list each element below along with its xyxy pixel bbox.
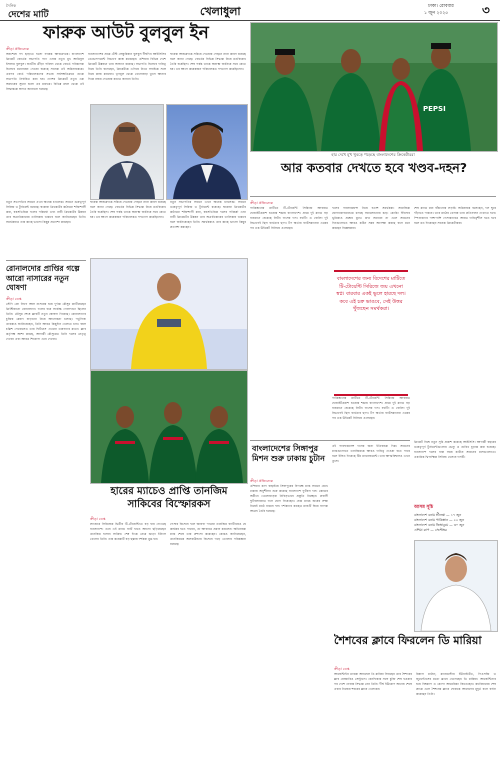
lead-col3: ফারুক আহমেদকে সরিয়ে দেওয়ার পেছনে নানা কারণ রয়েছে বলে জানা গেছে। বোর্ডের বিভিন্ন সিদ্ধান্ত নিয়ে মতবিরোধ তৈরি হয়েছিল। শেষ পর্যন্ত তাকে অনাস্থা জানিয়ে সরে যেতে হয়। এর আগে কয়েকজন পরিচালকও পদত্যাগ করেছিলেন। [170,52,246,71]
di-maria-headline: শৈশবের ক্লাবে ফিরলেন ডি মারিয়া [334,634,482,647]
tanzim-headline: হারের ম্যাচেও প্রাপ্তি তানজিম সাকিবের বিস্ফোরকস [110,486,228,510]
right-story-col2: দলের পারফরম্যান্স নিয়ে হতাশ সমর্থকরা। সামাজিক যোগাযোগমাধ্যমে চলছে সমালোচনার ঝড়। কোচিং স্টাফের ভূমিকাও প্রশ্নের মুখে। দ্রুত সমাধান না এলে সামনের দিনগুলোতে আরও কঠিন সময় অপেক্ষা করছে বলে মনে করছেন বিশ্লেষকরা। [332,206,410,230]
bulbul-photo [166,104,248,200]
page-number: ৩ [482,3,490,17]
person-portrait-icon [167,105,247,199]
date-line: ঢাকা। রোববার [428,4,454,9]
section-title: খেলাধুলা [200,5,241,18]
footballer-photo-icon [91,259,247,369]
cricket-players-icon [251,23,497,151]
tanzim-col3: এই পারফরম্যান্স দলের জন্য ইতিবাচক দিক। সামনের ম্যাচগুলোতে তানজিমকে আরও দায়িত্ব দেওয়া হতে পারে বলে ইঙ্গিত দিয়েছে টিম ম্যানেজমেন্ট। তার আত্মবিশ্বাসও এখন তুঙ্গে। [332,444,410,463]
schedule-item: এশিয়া কাপ — সেপ্টেম্বর [414,528,447,532]
lead-col1b: নতুন সভাপতির সামনে এখন অনেক চ্যালেঞ্জ। সামনে গুরুত্বপূর্ণ সিরিজ ও টুর্নামেন্ট রয়েছে। ঘরোয়া ক্রিকেটের কাঠামো শক্তিশালী করা, বয়সভিত্তিক দলের পরিচর্যা এবং নারী ক্রিকেটের উন্নয়ন তার অগ্রাধিকারের তালিকায় থাকবে বলে জানিয়েছেন তিনি। সমর্থকরাও তার কাছে ভালো কিছুর প্রত্যাশা করছেন। [6,200,86,224]
schedule-item: বাংলাদেশ বনাম জিম্বাবুয়ে — ৩০ জুন [414,523,465,527]
date-line-2: ১ জুন ২০২৫ [424,11,449,16]
lead-col2b: ফারুক আহমেদকে সরিয়ে দেওয়ার পেছনে নানা কারণ রয়েছে বলে জানা গেছে। বোর্ডের বিভিন্ন সিদ্ধান্ত নিয়ে মতবিরোধ তৈরি হয়েছিল। শেষ পর্যন্ত তাকে অনাস্থা জানিয়ে সরে যেতে হয়। এর আগে কয়েকজন পরিচালকও পদত্যাগ করেছিলেন। [90,200,166,219]
paper-name-small: দৈনিক [6,3,17,8]
farooq-photo [90,104,164,200]
right-story-col2b: পাকিস্তানের মাটিতে টি-টোয়েন্টি সিরিজে আবারও হোয়াইটওয়াশ হওয়ার শঙ্কায় বাংলাদেশ। প্রথম দুই ম্যাচে বড় ব্যবধানে হেরেছে লিটন দাসের দল। ব্যাটিং ও বোলিং দুই বিভাগেই ছিল ব্যর্থতার ছাপ। টপ অর্ডার ব্যাটসম্যানরা একের পর এক উইকেট বিলিয়ে এসেছেন। [332,396,410,420]
di-maria-byline: ক্রীড়া ডেস্ক [334,667,350,671]
lead-col3b: নতুন সভাপতির সামনে এখন অনেক চ্যালেঞ্জ। সামনে গুরুত্বপূর্ণ সিরিজ ও টুর্নামেন্ট রয়েছে। ঘরোয়া ক্রিকেটের কাঠামো শক্তিশালী করা, বয়সভিত্তিক দলের পরিচর্যা এবং নারী ক্রিকেটের উন্নয়ন তার অগ্রাধিকারের তালিকায় থাকবে বলে জানিয়েছেন তিনি। সমর্থকরাও তার কাছে ভালো কিছুর প্রত্যাশা করছেন। [170,200,246,229]
lead-col2: বাংলাদেশের প্রথম টেস্ট সেঞ্চুরিয়ান বুলবুল দীর্ঘদিন আইসিসির ডেভেলপমেন্ট বিভাগে কাজ করেছেন। এশিয়ার বিভিন্ন দেশে ক্রিকেট উন্নয়নে তার অবদান রয়েছে। সভাপতি হিসেবে দায়িত্ব নিয়ে তিনি বলেছেন, ক্রিকেটকে এগিয়ে নিতে সবাইকে সঙ্গে নিয়ে কাজ করবেন। তৃণমূল থেকে খেলোয়াড় তুলে আনার দিকে নজর দেওয়ার কথাও জানান তিনি। [88,52,166,81]
jersey-sponsor: PEPSI [423,105,446,113]
right-story-col1: পাকিস্তানের মাটিতে টি-টোয়েন্টি সিরিজে আবারও হোয়াইটওয়াশ হওয়ার শঙ্কায় বাংলাদেশ। প্রথম দুই ম্যাচে বড় ব্যবধানে হেরেছে লিটন দাসের দল। ব্যাটিং ও বোলিং দুই বিভাগেই ছিল ব্যর্থতার ছাপ। টপ অর্ডার ব্যাটসম্যানরা একের পর এক উইকেট বিলিয়ে এসেছেন। [250,206,328,230]
schedule-title: আসন্ন সূচি [414,505,434,510]
divider [250,196,496,197]
lead-col1: অবশেষে পদ ছাড়তে হলো ফারুক আহমেদকে। বাংলাদেশ ক্রিকেট বোর্ডের সভাপতি পদে এবার নতুন মুখ আমিনুল ইসলাম বুলবুল। জাতীয় ক্রীড়া পরিষদ থেকে বোর্ডে পরিচালক হিসেবে মনোনয়ন দেওয়া হয়েছে সাবেক এই অধিনায়ককে। এরপর বোর্ড পরিচালকদের সভায় সর্বসম্মতিক্রমে তাকে সভাপতি নির্বাচিত করা হয়। দেশের ক্রিকেটে নতুন এক অধ্যায়ের সূচনা হলো এর মাধ্যমে। বিভিন্ন মহল থেকে এই সিদ্ধান্তকে স্বাগত জানানো হয়েছে। [6,52,84,91]
nasser-body: সৌদি প্রো লিগে আল নাসরের হয়ে দুর্দান্ত মৌসুম কাটিয়েছেন ক্রিস্টিয়ানো রোনালদো। দলের হয়ে সর্বোচ্চ গোলদাতা ছিলেন তিনি। মৌসুম শেষে ক্লাবটি নতুন ঘোষণা দিয়েছে। রোনালদোর চুক্তির মেয়াদ বাড়ানো নিয়ে আলোচনা চলছে। পর্তুগিজ তারকাও জানিয়েছেন, তিনি আরও কিছুদিন খেলতে চান। বয়স চল্লিশ পেরোলেও তার ফিটনেস এখনো তরুণদের মতো। ক্লাব কর্তৃপক্ষ আশা করছে, আগামী মৌসুমেও তিনি দলের নেতৃত্ব দেবেন এবং আরও শিরোপা এনে দেবেন। [6,302,86,341]
football-headline: বাংলাদেশের সিঙ্গাপুর মিশন শুরু ঢাকায় চুটান [252,444,325,463]
right-story-headline: আর কতবার দেখতে হবে খণ্ডব-দহন? [280,160,468,175]
nasser-byline: ক্রীড়া ডেস্ক [6,297,22,301]
paper-name: দেশের মাটি [8,10,49,20]
di-maria-col2: রিয়াল মাদ্রিদ, ম্যানচেস্টার ইউনাইটেড, পিএসজি ও জুভেন্টাসের মতো ক্লাবে খেলেছেন ডি মারিয়া। আর্জেন্টিনার হয়ে বিশ্বকাপ ও কোপা আমেরিকা জিতেছেন। ক্যারিয়ারের শেষ প্রান্তে এসে শৈশবের ক্লাবে ফেরাকে আবেগের মুহূর্ত বলে বর্ণনা করেছেন তিনি। [416,672,496,696]
right-story-byline: ক্রীড়া প্রতিবেদক [250,201,274,205]
tanzim-col1: লাহোরে সিরিজের দ্বিতীয় টি-টোয়েন্টিতে বড় হার দেখেছে বাংলাদেশ। তবে এই ম্যাচে ব্যাট হাতে আলো ছড়িয়েছেন তানজিম হাসান সাকিব। শেষ দিকে নেমে ঝড়ো ইনিংস খেলেন তিনি। তার কয়েকটি বড় ছক্কায় দর্শকরা মুগ্ধ হন। [90,522,166,541]
tanzim-col2: পেসার হিসেবে দলে জায়গা পাওয়া তানজিম ব্যাটিংয়েও যে কার্যকর হতে পারেন, তা আবারও প্রমাণ করলেন। অধিনায়ক ম্যাচ শেষে তার প্রশংসা করেছেন। কোচও জানিয়েছেন, তানজিমকে অলরাউন্ডার হিসেবে গড়ে তোলার পরিকল্পনা রয়েছে। [170,522,246,546]
schedule-item: বাংলাদেশ বনাম পাকিস্তান — ২২ জুন [414,518,465,522]
pullquote [334,270,408,396]
bangladesh-team-photo [90,370,248,484]
ronaldo-photo [90,258,248,370]
lead-byline: ক্রীড়া প্রতিবেদক [6,47,30,51]
divider [250,440,410,441]
schedule-item: বাংলাদেশ বনাম শ্রীলঙ্কা — ১৭ জুন [414,513,462,517]
cricket-team-icon [91,371,247,483]
lead-headline: ফারুক আউট বুলবুল ইন [43,23,209,43]
di-maria-photo [414,540,498,632]
right-story-col3: শেষ ম্যাচে মান বাঁচানোর লড়াই। অধিনায়ক বলেছেন, দল ঘুরে দাঁড়াতে পারবে। তবে মাঠের খেলায় তার প্রতিফলন দেখাতে হবে। স্পিনারদের পাশাপাশি পেসারদেরও আরও দায়িত্বশীল হতে হবে বলে মত দিয়েছেন সাবেক ক্রিকেটাররা। [414,206,496,225]
schedule-box [414,504,496,533]
pullquote-text: বাংলাদেশের জন্য বিদেশের মাটিতে টি-টোয়েন্টি সিরিজে জয় এখনো স্বপ্ন। বারবার একই ভুলে হারছে দল। কবে এই চক্র ভাঙবে, সেই উত্তর খুঁজছেন সমর্থকরা। [336,276,406,312]
football-byline: ক্রীড়া প্রতিবেদক [250,479,274,483]
top-photo-caption: হার দেখে মুখ থুবড়ে পড়েছে বাংলাদেশের ক্রিকেটাররা [331,152,415,157]
tanzim-byline: ক্রীড়া ডেস্ক [90,517,106,521]
nasser-headline: রোনালদোর প্রাপ্তির গল্পে আরো নাসারের নতুন ঘোষণা [6,264,80,292]
top-match-photo [250,22,498,152]
person-portrait-icon [91,105,163,199]
right-col-body: ক্রিকেট বিশ্বে নতুন সূচি প্রকাশ করেছে আইসিসি। আগামী বছরের গুরুত্বপূর্ণ টুর্নামেন্টগুলোর ভেন্যু ও তারিখ চূড়ান্ত করা হয়েছে। বাংলাদেশ দলের ব্যস্ত সময় কাটবে সামনের মাসগুলোতে। একাধিক দ্বিপাক্ষিক সিরিজ খেলবে দলটি। [414,440,496,459]
football-body: এশিয়ান কাপ বাছাইয়ে সিঙ্গাপুরের বিপক্ষে ম্যাচ সামনে রেখে ঢাকায় অনুশীলন শুরু করেছে বাংলাদেশ ফুটবল দল। কোচের অধীনে খেলোয়াড়রা নিবিড়ভাবে প্রস্তুতি নিচ্ছেন। প্রবাসী ফুটবলাররাও দলে যোগ দিয়েছেন। হোম ম্যাচে জয়ের লক্ষ্য নিয়েই মাঠে নামবে দল। দর্শকদের কাছেও ম্যাচটি ঘিরে ব্যাপক আগ্রহ তৈরি হয়েছে। [250,484,328,513]
paper-logo [6,3,74,20]
masthead [0,0,500,21]
divider [6,260,86,261]
footballer-photo-icon [415,541,497,631]
di-maria-col1: আর্জেন্টাইন তারকা আনহেল ডি মারিয়া ফিরছেন তার শৈশবের ক্লাব রোজারিও সেন্ট্রালে। বেনফিকার সঙ্গে চুক্তি শেষ হওয়ার পর দেশে ফেরার সিদ্ধান্ত নেন তিনি। দীর্ঘ ইউরোপ অধ্যায় শেষে এবার নিজের শহরের ক্লাবে খেলবেন। [334,672,412,691]
